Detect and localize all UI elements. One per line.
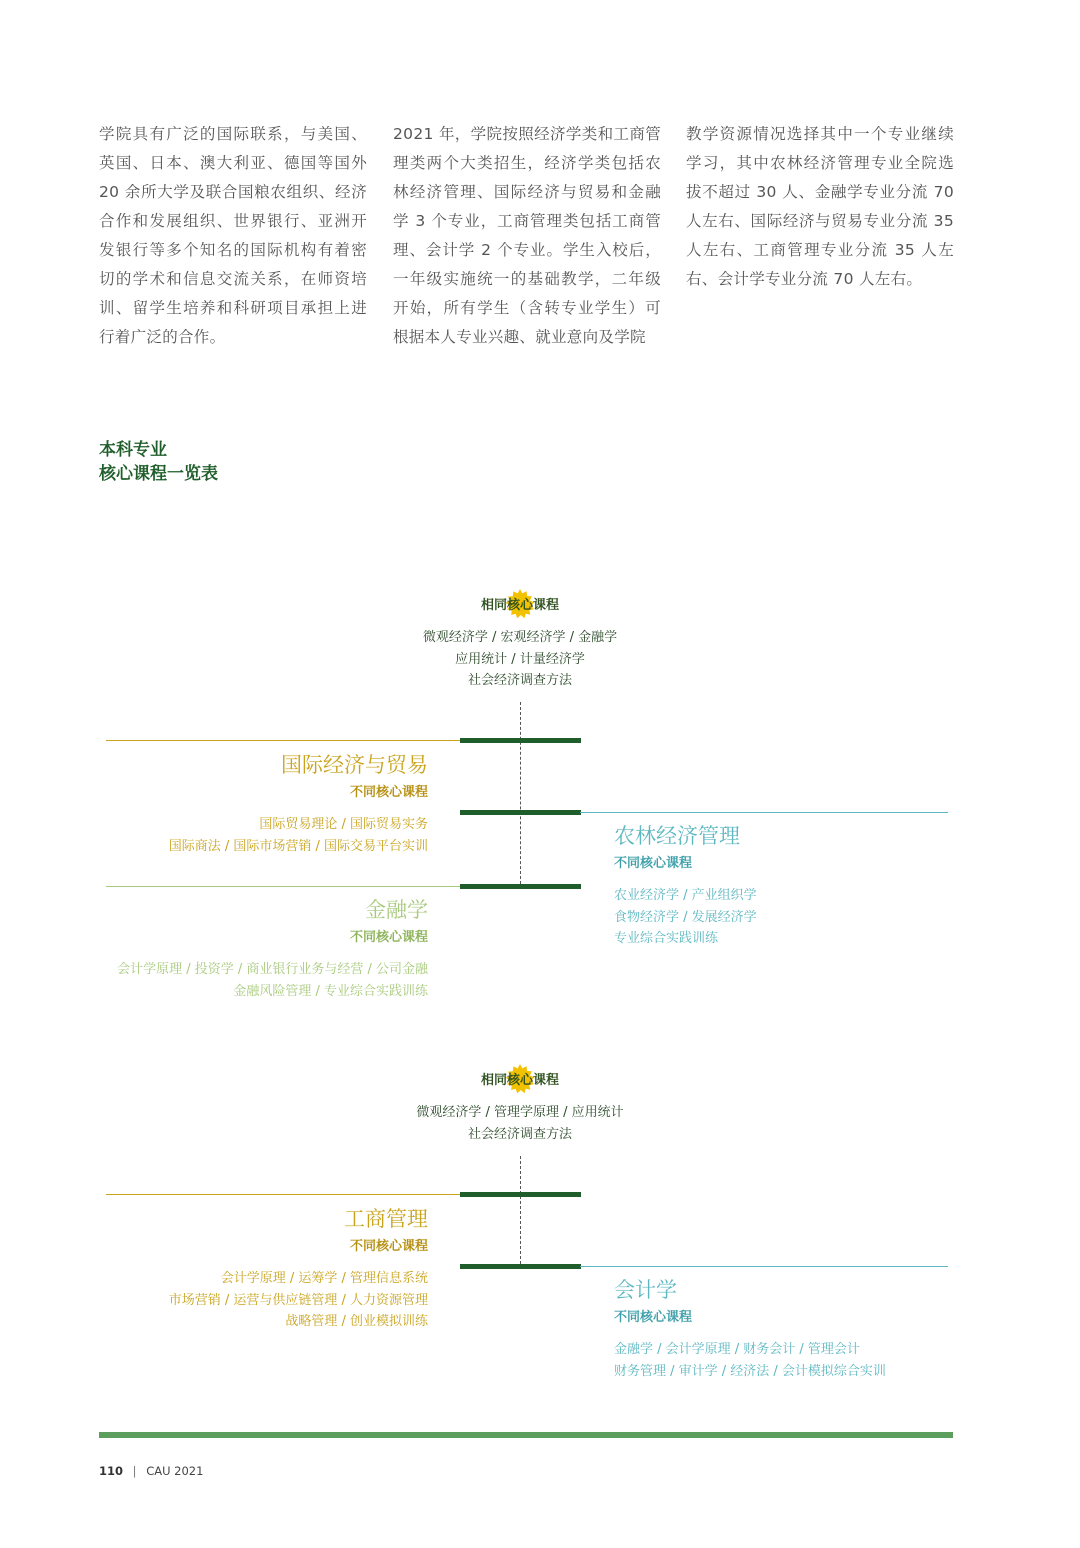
major-title: 金融学 bbox=[365, 898, 428, 922]
common-course-line: 应用统计 / 计量经济学 bbox=[455, 651, 585, 667]
course-line: 金融风险管理 / 专业综合实践训练 bbox=[233, 983, 428, 999]
timeline-bar bbox=[460, 884, 581, 889]
major-course-list bbox=[117, 959, 428, 1002]
major-course-list bbox=[169, 814, 428, 857]
major-subtitle: 不同核心课程 bbox=[349, 785, 428, 800]
section-heading-line-1: 本科专业 bbox=[99, 440, 167, 460]
common-course-line: 社会经济调查方法 bbox=[467, 673, 572, 688]
major-business-admin bbox=[169, 1205, 428, 1333]
timeline-bar bbox=[460, 738, 581, 743]
major-title: 农林经济管理 bbox=[614, 824, 740, 848]
course-line: 国际商法 / 国际市场营销 / 国际交易平台实训 bbox=[168, 838, 428, 854]
course-line: 国际贸易理论 / 国际贸易实务 bbox=[259, 817, 428, 832]
major-accounting bbox=[614, 1276, 886, 1382]
major-subtitle: 不同核心课程 bbox=[614, 1310, 693, 1325]
connector-line-agri bbox=[580, 812, 948, 813]
timeline-bar bbox=[460, 810, 581, 815]
common-badge-label: 相同核心课程 bbox=[480, 1073, 559, 1088]
course-line: 金融学 / 会计学原理 / 财务会计 / 管理会计 bbox=[614, 1342, 860, 1357]
course-line: 市场营销 / 运营与供应链管理 / 人力资源管理 bbox=[168, 1292, 428, 1308]
course-line: 会计学原理 / 投资学 / 商业银行业务与经营 / 公司金融 bbox=[117, 962, 428, 977]
major-title: 国际经济与贸易 bbox=[281, 753, 428, 777]
course-line: 会计学原理 / 运筹学 / 管理信息系统 bbox=[220, 1271, 428, 1286]
page-number: 110 bbox=[99, 1464, 124, 1478]
common-course-line: 微观经济学 / 宏观经济学 / 金融学 bbox=[422, 630, 618, 645]
intro-paragraph-2: 2021 年，学院按照经济学类和工商管理类两个大类招生，经济学类包括农林经济管理、国际经济与贸易和金融学 3 个专业，工商管理类包括工商管理、会计学 2 个专业。学生入校后，一年级实施统一的基础教学，二年级开始，所有学生（含转专业学生）可根据本人专业兴趣、就业意向及学院 bbox=[393, 125, 661, 346]
course-line: 食物经济学 / 发展经济学 bbox=[614, 909, 757, 925]
timeline-bar bbox=[460, 1264, 581, 1269]
footer-separator: | bbox=[132, 1464, 137, 1478]
timeline-spine-economics bbox=[520, 702, 521, 884]
footer-divider-bar bbox=[99, 1432, 953, 1438]
common-course-line: 微观经济学 / 管理学原理 / 应用统计 bbox=[416, 1105, 624, 1120]
intro-column-2 bbox=[393, 120, 661, 352]
major-intl-trade bbox=[169, 751, 428, 857]
major-course-list bbox=[614, 885, 757, 950]
common-courses-economics bbox=[370, 627, 670, 692]
course-line: 财务管理 / 审计学 / 经济法 / 会计模拟综合实训 bbox=[614, 1363, 886, 1379]
major-agri-econ bbox=[614, 822, 757, 950]
course-line: 农业经济学 / 产业组织学 bbox=[614, 888, 757, 903]
timeline-spine-business bbox=[520, 1156, 521, 1264]
intro-paragraph-3: 教学资源情况选择其中一个专业继续学习，其中农林经济管理专业全院选拔不超过 30 人、金融学专业分流 70 人左右、国际经济与贸易专业分流 35 人左右、工商管理专业分流 35 人左右、会计学专业分流 70 人左右。 bbox=[686, 125, 954, 288]
common-courses-business bbox=[370, 1102, 670, 1145]
connector-line-finance bbox=[106, 886, 461, 887]
common-badge-economics bbox=[450, 594, 590, 614]
connector-line-business bbox=[106, 1194, 461, 1195]
footer-label: CAU 2021 bbox=[146, 1464, 204, 1478]
section-heading-line-2: 核心课程一览表 bbox=[99, 464, 218, 484]
course-line: 战略管理 / 创业模拟训练 bbox=[285, 1314, 428, 1329]
intro-column-3 bbox=[686, 120, 954, 294]
section-heading bbox=[99, 438, 218, 486]
major-subtitle: 不同核心课程 bbox=[614, 856, 693, 871]
major-course-list bbox=[614, 1339, 886, 1382]
major-title: 工商管理 bbox=[344, 1207, 428, 1231]
major-finance bbox=[117, 896, 428, 1002]
major-course-list bbox=[169, 1268, 428, 1333]
timeline-bar bbox=[460, 1192, 581, 1197]
connector-line-trade bbox=[106, 740, 461, 741]
page-footer bbox=[99, 1464, 203, 1478]
common-badge-label: 相同核心课程 bbox=[480, 598, 559, 613]
major-title: 会计学 bbox=[614, 1278, 677, 1302]
common-badge-business bbox=[450, 1069, 590, 1089]
major-subtitle: 不同核心课程 bbox=[349, 930, 428, 945]
intro-column-1 bbox=[99, 120, 367, 352]
connector-line-accounting bbox=[580, 1266, 948, 1267]
course-line: 专业综合实践训练 bbox=[614, 931, 719, 946]
common-course-line: 社会经济调查方法 bbox=[467, 1126, 572, 1142]
major-subtitle: 不同核心课程 bbox=[349, 1239, 428, 1254]
intro-paragraph-1: 学院具有广泛的国际联系，与美国、英国、日本、澳大利亚、德国等国外 20 余所大学及联合国粮农组织、经济合作和发展组织、世界银行、亚洲开发银行等多个知名的国际机构有着密切的学术和信息交流关系，在师资培训、留学生培养和科研项目承担上进行着广泛的合作。 bbox=[99, 125, 367, 346]
